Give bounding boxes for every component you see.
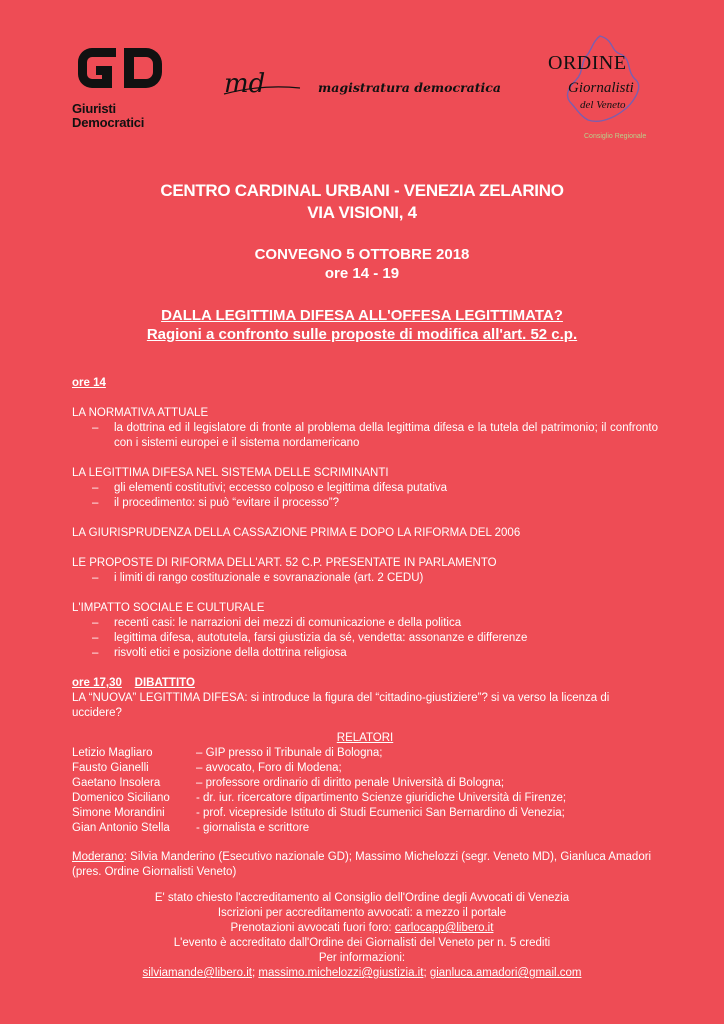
venue-line1: CENTRO CARDINAL URBANI - VENEZIA ZELARINO — [160, 181, 564, 200]
convegno — [0, 245, 724, 283]
relatore-role: - giornalista e scrittore — [196, 822, 310, 834]
relatore-role: – GIP presso il Tribunale di Bologna; — [196, 747, 383, 759]
list-item: – i limiti di rango costituzionale e sovranazionale (art. 2 CEDU) — [72, 571, 658, 586]
debate-time: ore 17,30 — [72, 677, 122, 689]
section-giurisprudenza — [72, 526, 658, 541]
gd-line2: Democratici — [72, 115, 145, 130]
footer — [0, 891, 724, 981]
relatori-heading: RELATORI — [336, 732, 394, 744]
convegno-time: ore 14 - 19 — [324, 265, 400, 282]
relatore-row — [72, 761, 658, 776]
list-item: – il procedimento: si può “evitare il processo”? — [72, 496, 658, 511]
relatore-name: Gaetano Insolera — [72, 777, 161, 789]
email-link[interactable]: silviamande@libero.it — [142, 967, 252, 979]
debate-label: DIBATTITO — [134, 677, 195, 689]
gd-logo-text — [72, 102, 144, 130]
program — [72, 376, 658, 721]
section-impatto — [72, 601, 658, 661]
debate-text: LA “NUOVA” LEGITTIMA DIFESA: si introduce la figura del “cittadino-giustiziere”? si va verso la licenza di uccidere? — [72, 692, 610, 719]
relatore-role: - dr. iur. ricercatore dipartimento Scienze giuridiche Università di Firenze; — [196, 792, 567, 804]
relatore-name: Domenico Siciliano — [72, 792, 170, 804]
event-title — [0, 306, 724, 344]
section-heading: L'IMPATTO SOCIALE E CULTURALE — [72, 602, 265, 614]
relatore-name: Simone Morandini — [72, 807, 165, 819]
relatore-row — [72, 791, 658, 806]
venue — [0, 180, 724, 224]
section-heading: LE PROPOSTE DI RIFORMA DELL'ART. 52 C.P. PRESENTATE IN PARLAMENTO — [72, 557, 497, 569]
debate-heading — [72, 676, 658, 691]
list-item: – recenti casi: le narrazioni dei mezzi di comunicazione e della politica — [72, 616, 658, 631]
venue-line2: VIA VISIONI, 4 — [307, 203, 417, 222]
email-link[interactable]: carlocapp@libero.it — [394, 922, 494, 934]
relatore-row — [72, 776, 658, 791]
ordine-line2: del Veneto — [580, 99, 626, 111]
relatore-row — [72, 806, 658, 821]
footer-line5: Per informazioni: — [318, 952, 406, 964]
svg-text:md: md — [224, 70, 266, 99]
list-item: – gli elementi costitutivi; eccesso colposo e legittima difesa putativa — [72, 481, 658, 496]
md-logo — [222, 70, 302, 100]
relatore-name: Fausto Gianelli — [72, 762, 149, 774]
start-time: ore 14 — [72, 377, 106, 389]
list-item: – legittima difesa, autotutela, farsi giustizia da sé, vendetta: assonanze e differenze — [72, 631, 658, 646]
relatore-name: Gian Antonio Stella — [72, 822, 170, 834]
list-item: – la dottrina ed il legislatore di fronte al problema della legittima difesa e la tutela del patrimonio; il confronto con i sistemi europei e il sistema nordamericano — [72, 421, 658, 451]
footer-line3 — [0, 921, 724, 936]
convegno-date: CONVEGNO 5 OTTOBRE 2018 — [254, 246, 470, 263]
event-title-line2: Ragioni a confronto sulle proposte di modifica all'art. 52 c.p. — [146, 326, 578, 343]
relatori — [72, 731, 658, 880]
footer-line1: E' stato chiesto l'accreditamento al Consiglio dell'Ordine degli Avvocati di Venezia — [154, 892, 570, 904]
section-heading: LA NORMATIVA ATTUALE — [72, 407, 209, 419]
email-link[interactable]: massimo.michelozzi@giustizia.it — [258, 967, 424, 979]
relatore-row — [72, 821, 658, 836]
ordine-line1: Giornalisti — [568, 80, 634, 96]
ordine-line3: Consiglio Regionale — [584, 133, 647, 140]
email-link[interactable]: gianluca.amadori@gmail.com — [429, 967, 582, 979]
section-normativa — [72, 406, 658, 451]
event-title-line1: DALLA LEGITTIMA DIFESA ALL'OFFESA LEGITTIMATA? — [161, 307, 563, 324]
footer-line3-prefix: Prenotazioni avvocati fuori foro: — [230, 922, 395, 934]
relatore-role: – avvocato, Foro di Modena; — [196, 762, 342, 774]
relatore-role: – professore ordinario di diritto penale Università di Bologna; — [196, 777, 505, 789]
section-proposte — [72, 556, 658, 586]
footer-line2: Iscrizioni per accreditamento avvocati: a mezzo il portale — [217, 907, 507, 919]
moderano-text: : Silvia Manderino (Esecutivo nazionale GD); Massimo Michelozzi (segr. Veneto MD), Gianluca Amadori (pres. Ordine Giornalisti Veneto) — [72, 851, 652, 878]
relatore-name: Letizio Magliaro — [72, 747, 153, 759]
giuristi-democratici-logo — [72, 42, 168, 94]
ordine-title: ORDINE — [548, 52, 627, 74]
relatore-row — [72, 746, 658, 761]
list-item: – risvolti etici e posizione della dottrina religiosa — [72, 646, 658, 661]
moderano — [72, 850, 658, 880]
md-logo-text: magistratura democratica — [318, 80, 501, 95]
moderano-label: Moderano — [72, 851, 124, 863]
section-heading: LA LEGITTIMA DIFESA NEL SISTEMA DELLE SCRIMINANTI — [72, 467, 389, 479]
section-heading: LA GIURISPRUDENZA DELLA CASSAZIONE PRIMA E DOPO LA RIFORMA DEL 2006 — [72, 527, 521, 539]
relatore-role: - prof. vicepreside Istituto di Studi Ecumenici San Bernardino di Venezia; — [196, 807, 565, 819]
gd-line1: Giuristi — [72, 101, 116, 116]
section-scriminanti — [72, 466, 658, 511]
footer-emails: silviamande@libero.it; massimo.michelozzi@giustizia.it; gianluca.amadori@gmail.com — [142, 967, 582, 979]
footer-line4: L'evento è accreditato dall'Ordine dei Giornalisti del Veneto per n. 5 crediti — [173, 937, 551, 949]
